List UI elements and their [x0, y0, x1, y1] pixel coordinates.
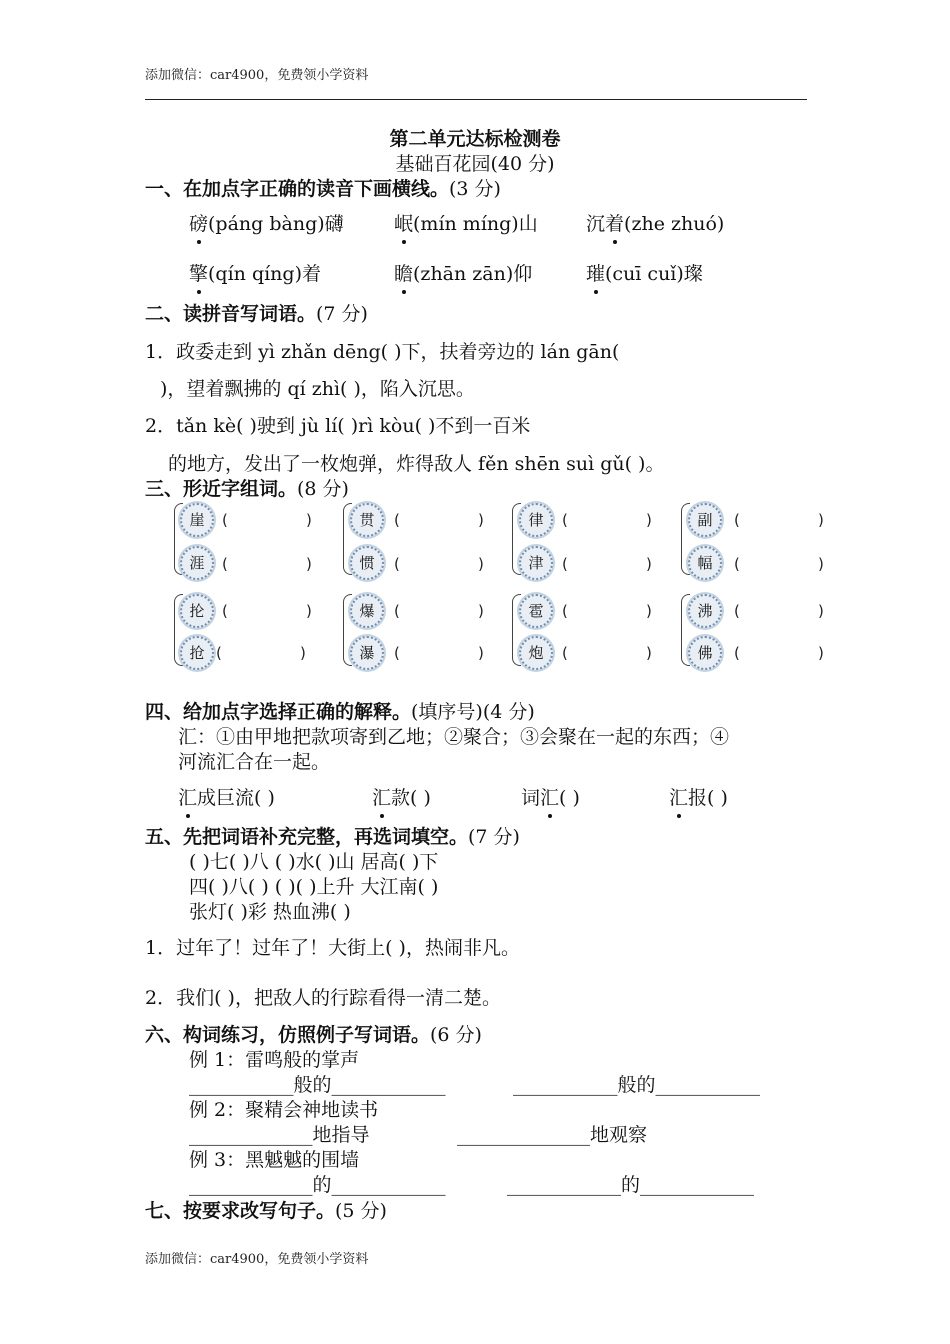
answer-paren: ) — [478, 511, 484, 529]
question-line: 1．过年了！过年了！大街上( )，热闹非凡。 — [145, 937, 520, 959]
answer-paren: ) — [306, 511, 312, 529]
char-chip: 副 — [688, 503, 722, 537]
section-2-heading — [145, 299, 368, 326]
char-chip: 抢 — [180, 636, 214, 670]
section-2-points: (7 分) — [316, 303, 368, 325]
dotted-char: 汇 — [669, 783, 688, 810]
footer-note: 添加微信：car4900，免费领小学资料 — [145, 1252, 369, 1267]
answer-paren: ( — [222, 555, 228, 573]
question-line: 1．政委走到 yì zhǎn dēng( )下，扶着旁边的 lán gān( — [145, 341, 620, 363]
answer-paren: ) — [818, 555, 824, 573]
answer-paren: ( — [394, 555, 400, 573]
fill-line: ______________地观察 — [457, 1124, 648, 1146]
answer-paren: ( — [562, 644, 568, 662]
answer-paren: ( — [562, 511, 568, 529]
example-line: 例 1：雷鸣般的掌声 — [189, 1049, 360, 1071]
section-5-points: (7 分) — [468, 826, 520, 848]
question-line: )，望着飘拂的 qí zhì( )，陷入沉思。 — [160, 378, 475, 400]
dotted-char: 璀 — [586, 259, 605, 286]
section-2-title: 二、读拼音写词语。 — [145, 303, 317, 325]
section-5-title: 五、先把词语补充完整，再选词填空。 — [145, 826, 469, 848]
pinyin-item: 擎(qín qíng)着 — [189, 259, 321, 286]
answer-paren: ) — [306, 602, 312, 620]
char-chip: 雹 — [519, 594, 553, 628]
pinyin-item: 岷(mín míng)山 — [394, 209, 538, 236]
dotted-char: 岷 — [394, 209, 413, 236]
dotted-char: 磅 — [189, 209, 208, 236]
page-title: 第二单元达标检测卷 — [389, 128, 561, 150]
idiom-row: ( )七( )八 ( )水( )山 居高( )下 — [189, 851, 439, 873]
answer-paren: ( — [394, 644, 400, 662]
answer-paren: ) — [478, 555, 484, 573]
answer-paren: ) — [478, 644, 484, 662]
answer-paren: ) — [646, 511, 652, 529]
char-chip: 佛 — [688, 636, 722, 670]
section-7-points: (5 分) — [335, 1200, 387, 1222]
answer-paren: ) — [300, 644, 306, 662]
section-4-heading — [145, 697, 535, 724]
section-1-heading — [145, 174, 501, 201]
idiom-row: 四( )八( ) ( )( )上升 大江南( ) — [189, 876, 439, 898]
answer-paren: ( — [734, 602, 740, 620]
answer-paren: ( — [222, 602, 228, 620]
section-7-heading — [145, 1196, 387, 1223]
char-chip: 爆 — [350, 594, 384, 628]
idiom-row: 张灯( )彩 热血沸( ) — [189, 901, 351, 923]
char-chip: 律 — [519, 503, 553, 537]
answer-paren: ) — [818, 511, 824, 529]
page-subtitle: 基础百花园(40 分) — [395, 153, 555, 175]
answer-paren: ) — [818, 644, 824, 662]
section-6-heading — [145, 1020, 482, 1047]
example-line: 例 2：聚精会神地读书 — [189, 1099, 379, 1121]
dotted-char: 汇 — [178, 783, 197, 810]
char-chip: 津 — [519, 546, 553, 580]
char-chip: 幅 — [688, 546, 722, 580]
question-line: 2．我们( )，把敌人的行踪看得一清二楚。 — [145, 987, 501, 1009]
section-3-heading — [145, 474, 349, 501]
answer-paren: ) — [646, 602, 652, 620]
char-chip: 炮 — [519, 636, 553, 670]
fill-line: _____________地指导 — [189, 1124, 370, 1146]
word-item: 汇报( ) — [669, 783, 728, 810]
section-4-points: (填序号)(4 分) — [411, 701, 535, 723]
answer-paren: ( — [216, 644, 222, 662]
definition-line: 汇：①由甲地把款项寄到乙地；②聚合；③会聚在一起的东西；④ — [178, 726, 730, 748]
answer-paren: ) — [306, 555, 312, 573]
answer-paren: ( — [394, 511, 400, 529]
fill-line: ___________般的___________ — [513, 1074, 761, 1096]
answer-paren: ) — [818, 602, 824, 620]
answer-paren: ( — [734, 511, 740, 529]
section-1-title: 一、在加点字正确的读音下画横线。 — [145, 178, 450, 200]
section-1-points: (3 分) — [449, 178, 501, 200]
fill-line: ___________般的____________ — [189, 1074, 446, 1096]
dotted-char: 汇 — [540, 783, 559, 810]
section-6-title: 六、构词练习，仿照例子写词语。 — [145, 1024, 431, 1046]
answer-paren: ( — [734, 644, 740, 662]
answer-paren: ) — [646, 555, 652, 573]
dotted-char: 瞻 — [394, 259, 413, 286]
section-6-points: (6 分) — [430, 1024, 482, 1046]
section-5-heading — [145, 822, 520, 849]
example-line: 例 3：黑魆魆的围墙 — [189, 1149, 360, 1171]
section-3-title: 三、形近字组词。 — [145, 478, 298, 500]
section-7-title: 七、按要求改写句子。 — [145, 1200, 336, 1222]
word-item: 词汇( ) — [521, 783, 580, 810]
char-chip: 惯 — [350, 546, 384, 580]
answer-paren: ( — [394, 602, 400, 620]
section-4-title: 四、给加点字选择正确的解释。 — [145, 701, 412, 723]
word-item: 汇款( ) — [372, 783, 431, 810]
pinyin-item: 沉着(zhe zhuó) — [586, 209, 724, 236]
header-rule — [145, 99, 807, 100]
fill-line: ____________的____________ — [507, 1174, 755, 1196]
char-chip: 涯 — [180, 546, 214, 580]
char-chip: 瀑 — [350, 636, 384, 670]
answer-paren: ( — [562, 602, 568, 620]
char-chip: 崖 — [180, 503, 214, 537]
char-chip: 贯 — [350, 503, 384, 537]
pinyin-item: 磅(páng bàng)礴 — [189, 209, 344, 236]
header-note: 添加微信：car4900，免费领小学资料 — [145, 68, 369, 83]
question-line: 2．tǎn kè( )驶到 jù lí( )rì kòu( )不到一百米 — [145, 415, 531, 437]
answer-paren: ( — [222, 511, 228, 529]
section-3-points: (8 分) — [297, 478, 349, 500]
dotted-char: 擎 — [189, 259, 208, 286]
char-chip: 抡 — [180, 594, 214, 628]
pinyin-item: 瞻(zhān zān)仰 — [394, 259, 532, 286]
definition-line: 河流汇合在一起。 — [178, 751, 331, 773]
answer-paren: ) — [478, 602, 484, 620]
dotted-char: 汇 — [372, 783, 391, 810]
pinyin-item: 璀(cuī cuǐ)璨 — [586, 259, 703, 286]
answer-paren: ) — [646, 644, 652, 662]
answer-paren: ( — [734, 555, 740, 573]
question-line: 的地方，发出了一枚炮弹，炸得敌人 fěn shēn suì gǔ( )。 — [168, 453, 665, 475]
fill-line: _____________的____________ — [189, 1174, 446, 1196]
word-item: 汇成巨流( ) — [178, 783, 275, 810]
dotted-char: 着 — [605, 209, 624, 236]
char-chip: 沸 — [688, 594, 722, 628]
answer-paren: ( — [562, 555, 568, 573]
